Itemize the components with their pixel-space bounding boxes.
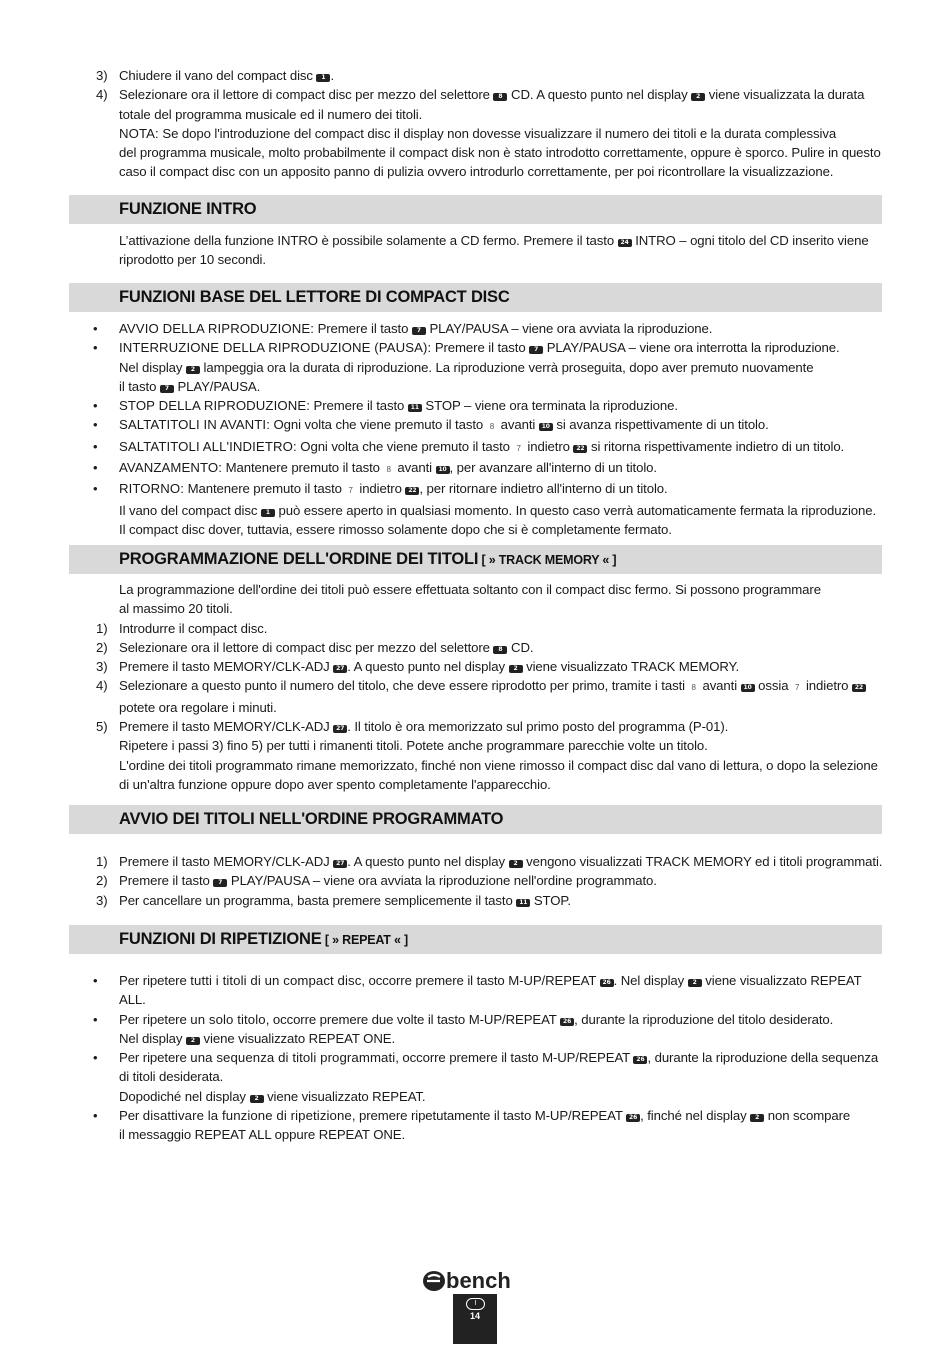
- intro-list: [96, 66, 896, 182]
- key-ref-icon: 10: [436, 466, 450, 474]
- list-item: • Per ripetere una sequenza di titoli programmati, occorre premere il tasto M-UP/REPEAT 26 , durante la riproduzione della sequenza di titoli desiderata. Dopodiché nel display 2 viene visualizzato REPEAT.: [93, 1050, 879, 1104]
- key-ref-icon: 2: [186, 366, 200, 374]
- bench-logo: [420, 1268, 530, 1294]
- list-item: • Per ripetere un solo titolo, occorre premere due volte il tasto M-UP/REPEAT 26 , durante la riproduzione del titolo desiderato. Nel display 2 viene visualizzato REPEAT ONE.: [93, 1011, 834, 1046]
- list-item: • AVVIO DELLA RIPRODUZIONE: Premere il tasto 7 PLAY/PAUSA – viene ora avviata la riproduzione.: [93, 321, 713, 336]
- list-item: • AVANZAMENTO: Mantenere premuto il tasto 8 avanti 10 , per avanzare all'interno di un titolo.: [93, 460, 657, 476]
- list-item: • STOP DELLA RIPRODUZIONE: Premere il tasto 11 STOP – viene ora terminata la riproduzione.: [93, 398, 678, 414]
- key-ref-icon: 26: [560, 1018, 574, 1026]
- key-ref-icon: 2: [250, 1095, 264, 1103]
- key-ref-icon: 10: [741, 684, 755, 692]
- list-item: • INTERRUZIONE DELLA RIPRODUZIONE (PAUSA): Premere il tasto 7 PLAY/PAUSA – viene ora interrotta la riproduzione. Nel display 2 lampeggia ora la durata di riproduzione. La riproduzione verrà proseguita, dopo aver premuto nuovamente il tasto 7 PLAY/PAUSA.: [93, 340, 840, 394]
- base-functions-list: [93, 319, 896, 539]
- section-title: PROGRAMMAZIONE DELL'ORDINE DEI TITOLI [ » TRACK MEMORY « ]: [119, 550, 617, 568]
- list-item: 4) Selezionare a questo punto il numero del titolo, che deve essere riprodotto per primo, tramite i tasti 8 avanti 10 ossia 7 indietro 22 potete ora regolare i minuti.: [96, 676, 896, 717]
- list-item: 4) Selezionare ora il lettore di compact disc per mezzo del selettore 8 CD. A questo punto nel display 2 viene visualizzata la durata totale del programma musicale ed il numero dei titoli. NOTA: Se dopo l'introduzione del compact disc il display non dovesse visualizzare il numero dei titoli e la durata complessiva del programma musicale, molto probabilmente il compact disk non è stato introdotto correttamente, oppure è sporco. Pulire in questo caso il compact disc con un apposito panno di pulizia ovvero introdurlo correttamente, per poi ricontrollare la visualizzazione.: [96, 87, 881, 180]
- key-ref-icon: 7: [412, 327, 426, 335]
- key-ref-icon: 27: [333, 725, 347, 733]
- repeat-functions-list: [93, 971, 896, 1145]
- key-ref-icon: 2: [688, 979, 702, 987]
- key-ref-icon: 1: [316, 74, 330, 82]
- key-ref-icon: 22: [852, 684, 866, 692]
- page-number-box: [453, 1294, 497, 1344]
- nota-label: NOTA:: [119, 125, 159, 141]
- list-item: 1) Premere il tasto MEMORY/CLK-ADJ 27 . A questo punto nel display 2 vengono visualizzati TRACK MEMORY ed i titoli programmati.: [96, 854, 883, 869]
- page-number: 14: [469, 1311, 480, 1321]
- section-header-base: [69, 283, 882, 312]
- section-header-intro: [69, 195, 882, 224]
- list-item: 2) Premere il tasto 7 PLAY/PAUSA – viene ora avviata la riproduzione nell'ordine programmato.: [96, 873, 657, 889]
- bench-logo-mark-icon: [423, 1271, 445, 1291]
- list-item: • RITORNO: Mantenere premuto il tasto 7 indietro 22 , per ritornare indietro all'interno di un titolo. Il vano del compact disc 1 può essere aperto in qualsiasi momento. In questo caso verrà automaticamente fermata la riproduzione. Il compact disc dover, tuttavia, essere rimosso solamente dopo che si è completamente fermato.: [93, 481, 877, 537]
- key-ref-icon: 10: [539, 423, 553, 431]
- section-header-programmazione: [69, 545, 882, 574]
- key-ref-icon: 2: [509, 665, 523, 673]
- key-ref-icon: 2: [691, 93, 705, 101]
- section-title: AVVIO DEI TITOLI NELL'ORDINE PROGRAMMATO: [119, 810, 504, 828]
- key-ref-icon: 22: [573, 445, 587, 453]
- language-badge: I: [466, 1298, 485, 1310]
- key-ref-icon: 27: [333, 665, 347, 673]
- section-header-avvio: [69, 805, 882, 834]
- list-item: 3) Chiudere il vano del compact disc 1 .: [96, 68, 335, 83]
- list-item: 2) Selezionare ora il lettore di compact disc per mezzo del selettore 8 CD.: [96, 639, 534, 655]
- bench-logo-text: bench: [446, 1268, 511, 1293]
- key-ref-icon: 7: [213, 879, 227, 887]
- key-ref-icon: 27: [333, 860, 347, 868]
- key-ref-icon: 2: [186, 1037, 200, 1045]
- key-ref-icon: 1: [261, 509, 275, 517]
- section-title: FUNZIONE INTRO: [119, 200, 257, 218]
- list-item: • SALTATITOLI IN AVANTI: Ogni volta che viene premuto il tasto 8 avanti 10 si avanza rispettivamente di un titolo.: [93, 417, 769, 433]
- key-ref-icon: 7: [160, 385, 174, 393]
- key-ref-icon: 2: [750, 1114, 764, 1122]
- list-item: 3) Premere il tasto MEMORY/CLK-ADJ 27 . A questo punto nel display 2 viene visualizzato TRACK MEMORY.: [96, 659, 740, 675]
- key-ref-icon: 26: [633, 1056, 647, 1064]
- section-title: FUNZIONI DI RIPETIZIONE [ » REPEAT « ]: [119, 930, 408, 948]
- key-ref-icon: 8: [493, 93, 507, 101]
- key-ref-icon: 26: [600, 979, 614, 987]
- key-ref-icon: 11: [408, 404, 422, 412]
- programmed-playback-list: [96, 852, 896, 910]
- list-item: 5) Premere il tasto MEMORY/CLK-ADJ 27 . Il titolo è ora memorizzato sul primo posto del programma (P-01). Ripetere i passi 3) fino 5) per tutti i rimanenti titoli. Potete anche programmare parecchie volte un titolo. L'ordine dei titoli programmato rimane memorizzato, finché non viene rimosso il compact disc dal vano di lettura, o dopo la selezione di un'altra funzione oppure dopo aver spento completamente l'apparecchio.: [96, 719, 878, 792]
- list-item: 3) Per cancellare un programma, basta premere semplicemente il tasto 11 STOP.: [96, 892, 571, 908]
- programming-list: La programmazione dell'ordine dei titoli può essere effettuata soltanto con il compact disc fermo. Si possono programmare al massimo 20 titoli. 1) Introdurre il compact disc. 2) Selezionare ora il lettore di compact disc per mezzo del selettore 8 CD. 3) Premere il tasto MEMORY/CLK-ADJ 27 . A questo punto nel display 2 viene visualizzato TRACK MEMORY. 4) Selezionare a questo punto il numero del titolo, che deve essere riprodotto per primo, tramite i tasti 8 avanti 10 ossia 7 indietro 22 potete ora regolare i minuti. 5) Premere il tasto MEMORY/CLK-ADJ 27 . Il titolo è ora memorizzato sul primo posto del programma (P-01). Ripetere i passi 3) fino 5) per tutti i rimanenti titoli. Potete anche programmare parecchie volte un titolo. L'ordine dei titoli programmato rimane memorizzato, finché non viene rimosso il compact disc dal vano di lettura, o dopo la selezione di un'altra funzione oppure dopo aver spento completamente l'apparecchio.: [96, 580, 896, 794]
- list-item: 1) Introdurre il compact disc.: [96, 620, 268, 636]
- intro-section-body: L’attivazione della funzione INTRO è possibile solamente a CD fermo. Premere il tasto 24 INTRO – ogni titolo del CD inserito viene riprodotto per 10 secondi.: [119, 233, 869, 268]
- key-ref-icon: 22: [405, 487, 419, 495]
- list-item: • SALTATITOLI ALL'INDIETRO: Ogni volta che viene premuto il tasto 7 indietro 22 si ritorna rispettivamente indietro di un titolo.: [93, 438, 845, 454]
- key-ref-icon: 26: [626, 1114, 640, 1122]
- key-ref-icon: 8: [493, 646, 507, 654]
- list-item: • Per disattivare la funzione di ripetizione, premere ripetutamente il tasto M-UP/REPEAT 26 , finché nel display 2 non scompare il messaggio REPEAT ALL oppure REPEAT ONE.: [93, 1108, 851, 1143]
- key-ref-icon: 2: [509, 860, 523, 868]
- list-item: • Per ripetere tutti i titoli di un compact disc, occorre premere il tasto M-UP/REPEAT 26 . Nel display 2 viene visualizzato REPEAT ALL.: [93, 973, 862, 1008]
- section-title: FUNZIONI BASE DEL LETTORE DI COMPACT DISC: [119, 288, 510, 306]
- key-ref-icon: 24: [618, 239, 632, 247]
- key-ref-icon: 11: [516, 899, 530, 907]
- key-ref-icon: 7: [529, 346, 543, 354]
- section-header-ripetizione: [69, 925, 882, 954]
